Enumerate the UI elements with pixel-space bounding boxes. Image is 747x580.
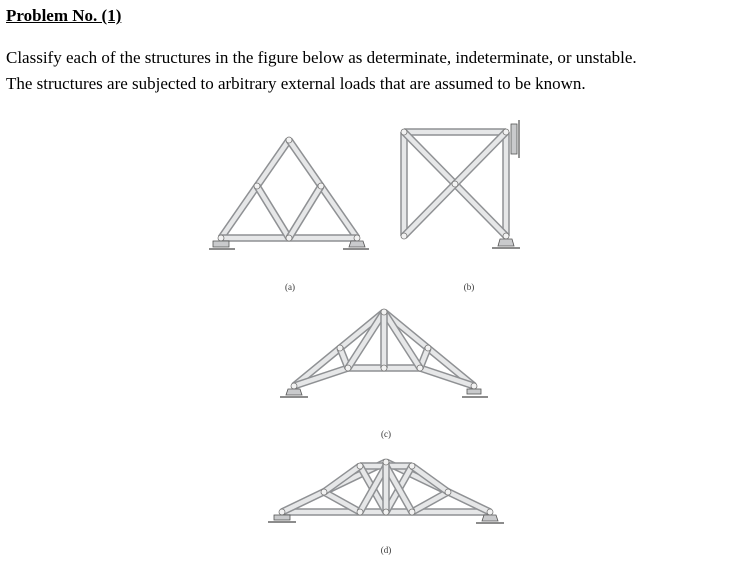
wall-support-b: [511, 120, 519, 158]
pin-support-b: [492, 239, 520, 248]
figure-label-a: (a): [285, 282, 295, 292]
truss-figure-b: [388, 118, 538, 258]
truss-members-a: [221, 140, 357, 238]
truss-figure-a: [205, 128, 375, 260]
figure-label-d: (d): [380, 545, 392, 555]
statement-line-2: The structures are subjected to arbitrary external loads that are assumed to be known.: [6, 74, 586, 93]
truss-members-c: [294, 312, 474, 386]
pin-support-left-a: [209, 241, 235, 249]
joints-a: [218, 137, 360, 241]
figure-label-b: (b): [463, 282, 475, 292]
pin-support-left-c: [280, 389, 308, 397]
roller-support-right-d: [476, 515, 504, 523]
truss-members-d: [282, 462, 490, 512]
problem-statement: [6, 45, 741, 97]
statement-line-1: Classify each of the structures in the figure below as determinate, indeterminate, or unstable.: [6, 48, 637, 67]
pin-support-left-d: [268, 515, 296, 522]
truss-figure-c: [278, 300, 498, 402]
figure-label-c: (c): [381, 429, 391, 439]
roller-support-right-c: [462, 389, 488, 397]
truss-figure-d: [262, 452, 510, 532]
pin-support-right-a: [343, 241, 369, 249]
problem-title: Problem No. (1): [6, 6, 122, 25]
